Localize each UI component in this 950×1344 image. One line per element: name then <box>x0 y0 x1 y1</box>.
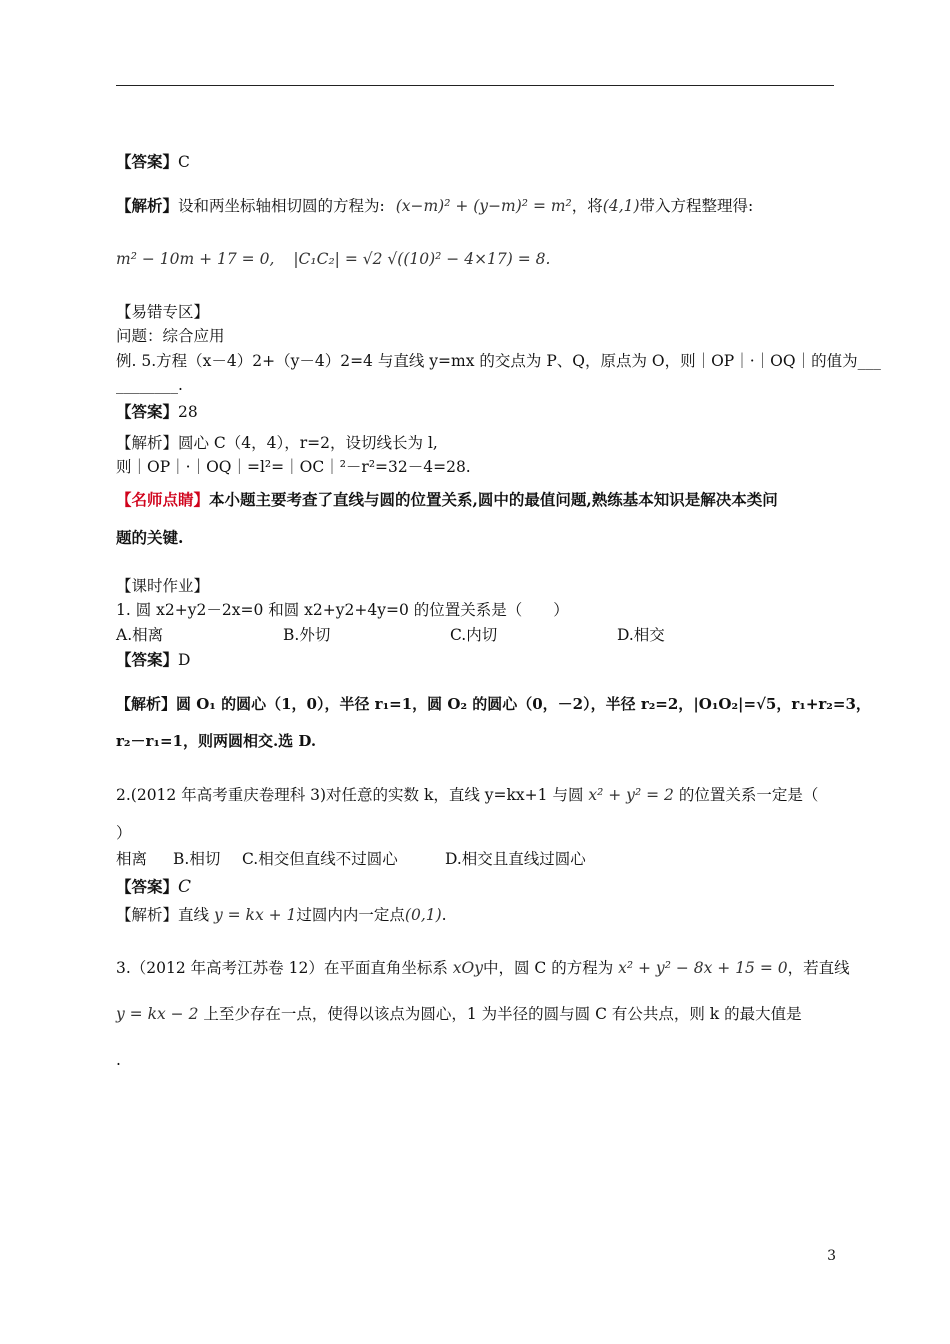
question-2-stem <box>116 785 818 805</box>
explanation-text: ，将 <box>571 197 603 215</box>
explanation-5-line-2: 则｜OP｜·｜OQ｜=l²=｜OC｜²－r²=32－4=28. <box>116 458 471 476</box>
question-2-option-d: D.相交且直线过圆心 <box>445 850 586 868</box>
circle-equation: (x−m)² + (y−m)² = m² <box>395 197 572 215</box>
teacher-note-text: 本小题主要考查了直线与圆的位置关系,圆中的最值问题,熟练基本知识是解决本类问 <box>209 490 778 509</box>
question-1-option-a: A.相离 <box>116 626 164 644</box>
answer-line-5 <box>116 402 198 422</box>
question-2-stem-line-2: ） <box>116 824 132 842</box>
teacher-note-line-2: 题的关键. <box>116 528 184 547</box>
teacher-note-label: 【名师点睛】 <box>116 490 210 509</box>
example-5-line-2: ________. <box>116 376 183 394</box>
question-1-option-c: C.内切 <box>450 626 498 644</box>
header-rule <box>116 85 834 86</box>
answer-line-q2 <box>116 877 191 897</box>
example-5-line-1: 例. 5.方程（x－4）2+（y－4）2=4 与直线 y=mx 的交点为 P、Q，原点为 O，则｜OP｜·｜OQ｜的值为___ <box>116 352 881 370</box>
question-topic: 问题：综合应用 <box>116 327 225 345</box>
explanation-text: 带入方程整理得: <box>639 197 754 215</box>
explanation-text: 【解析】直线 <box>116 906 210 924</box>
point-value: (4,1) <box>602 197 640 215</box>
explanation-line-1 <box>116 196 753 216</box>
section-title-homework: 【课时作业】 <box>116 577 210 595</box>
teacher-note-line-1 <box>116 490 778 510</box>
distance-formula: |C₁C₂| = √2 √((10)² − 4×17) = 8. <box>293 250 551 268</box>
question-3-end: . <box>116 1051 121 1069</box>
question-2-text: 的位置关系一定是（ <box>678 786 819 804</box>
circle-equation: x² + y² = 2 <box>588 786 674 804</box>
question-2-option-a: 相离 <box>116 850 148 868</box>
explanation-end: . <box>441 906 447 924</box>
explanation-text: 设和两坐标轴相切圆的方程为: <box>178 197 385 215</box>
question-2-option-c: C.相交但直线不过圆心 <box>242 850 398 868</box>
question-3-text: 中，圆 C 的方程为 <box>482 959 614 977</box>
question-3-text: ，若直线 <box>787 959 850 977</box>
answer-label: 【答案】 <box>116 402 179 421</box>
question-1-option-b: B.外切 <box>283 626 331 644</box>
coordinate-system: xOy <box>452 959 483 977</box>
explanation-formula-line <box>116 249 550 269</box>
line-equation: y = kx − 2 <box>116 1005 199 1023</box>
explanation-label: 【解析】 <box>116 196 179 215</box>
answer-value: 28 <box>178 403 198 421</box>
question-2-text: 2.(2012 年高考重庆卷理科 3)对任意的实数 k，直线 y=kx+1 与圆 <box>116 786 584 804</box>
question-3-number: 3. <box>116 959 131 977</box>
quadratic-equation: m² − 10m + 17 = 0, <box>116 250 275 268</box>
explanation-q2 <box>116 905 447 925</box>
line-equation: y = kx + 1 <box>213 906 297 924</box>
question-1-stem: 1. 圆 x2+y2－2x=0 和圆 x2+y2+4y=0 的位置关系是（ ） <box>116 601 569 619</box>
answer-label: 【答案】 <box>116 650 179 669</box>
question-3-line-2 <box>116 1004 802 1024</box>
answer-label: 【答案】 <box>116 877 179 896</box>
answer-value: C <box>178 877 192 897</box>
answer-label: 【答案】 <box>116 152 179 171</box>
question-1-option-d: D.相交 <box>617 626 665 644</box>
explanation-q1-line-1: 【解析】圆 O₁ 的圆心（1，0），半径 r₁=1，圆 O₂ 的圆心（0，－2），半径 r₂=2，|O₁O₂|=√5，r₁+r₂=3， <box>116 695 871 713</box>
answer-line-q1 <box>116 650 190 670</box>
fixed-point: (0,1) <box>404 906 442 924</box>
section-title-yicuo: 【易错专区】 <box>116 303 210 321</box>
explanation-5-line-1: 【解析】圆心 C（4，4），r=2，设切线长为 l, <box>116 434 438 452</box>
circle-equation: x² + y² − 8x + 15 = 0 <box>618 959 788 977</box>
answer-value: C <box>178 153 190 171</box>
answer-line-1 <box>116 152 190 172</box>
question-3-line-1 <box>116 958 850 978</box>
page-number: 3 <box>827 1248 836 1264</box>
question-3-text: （2012 年高考江苏卷 12）在平面直角坐标系 <box>130 959 448 977</box>
question-3-text: 上至少存在一点，使得以该点为圆心，1 为半径的圆与圆 C 有公共点，则 k 的最大值是 <box>203 1005 802 1023</box>
explanation-text: 过圆内内一定点 <box>296 906 405 924</box>
explanation-q1-line-2: r₂－r₁=1，则两圆相交.选 D. <box>116 732 317 750</box>
question-2-option-b: B.相切 <box>173 850 221 868</box>
answer-value: D <box>178 651 191 669</box>
